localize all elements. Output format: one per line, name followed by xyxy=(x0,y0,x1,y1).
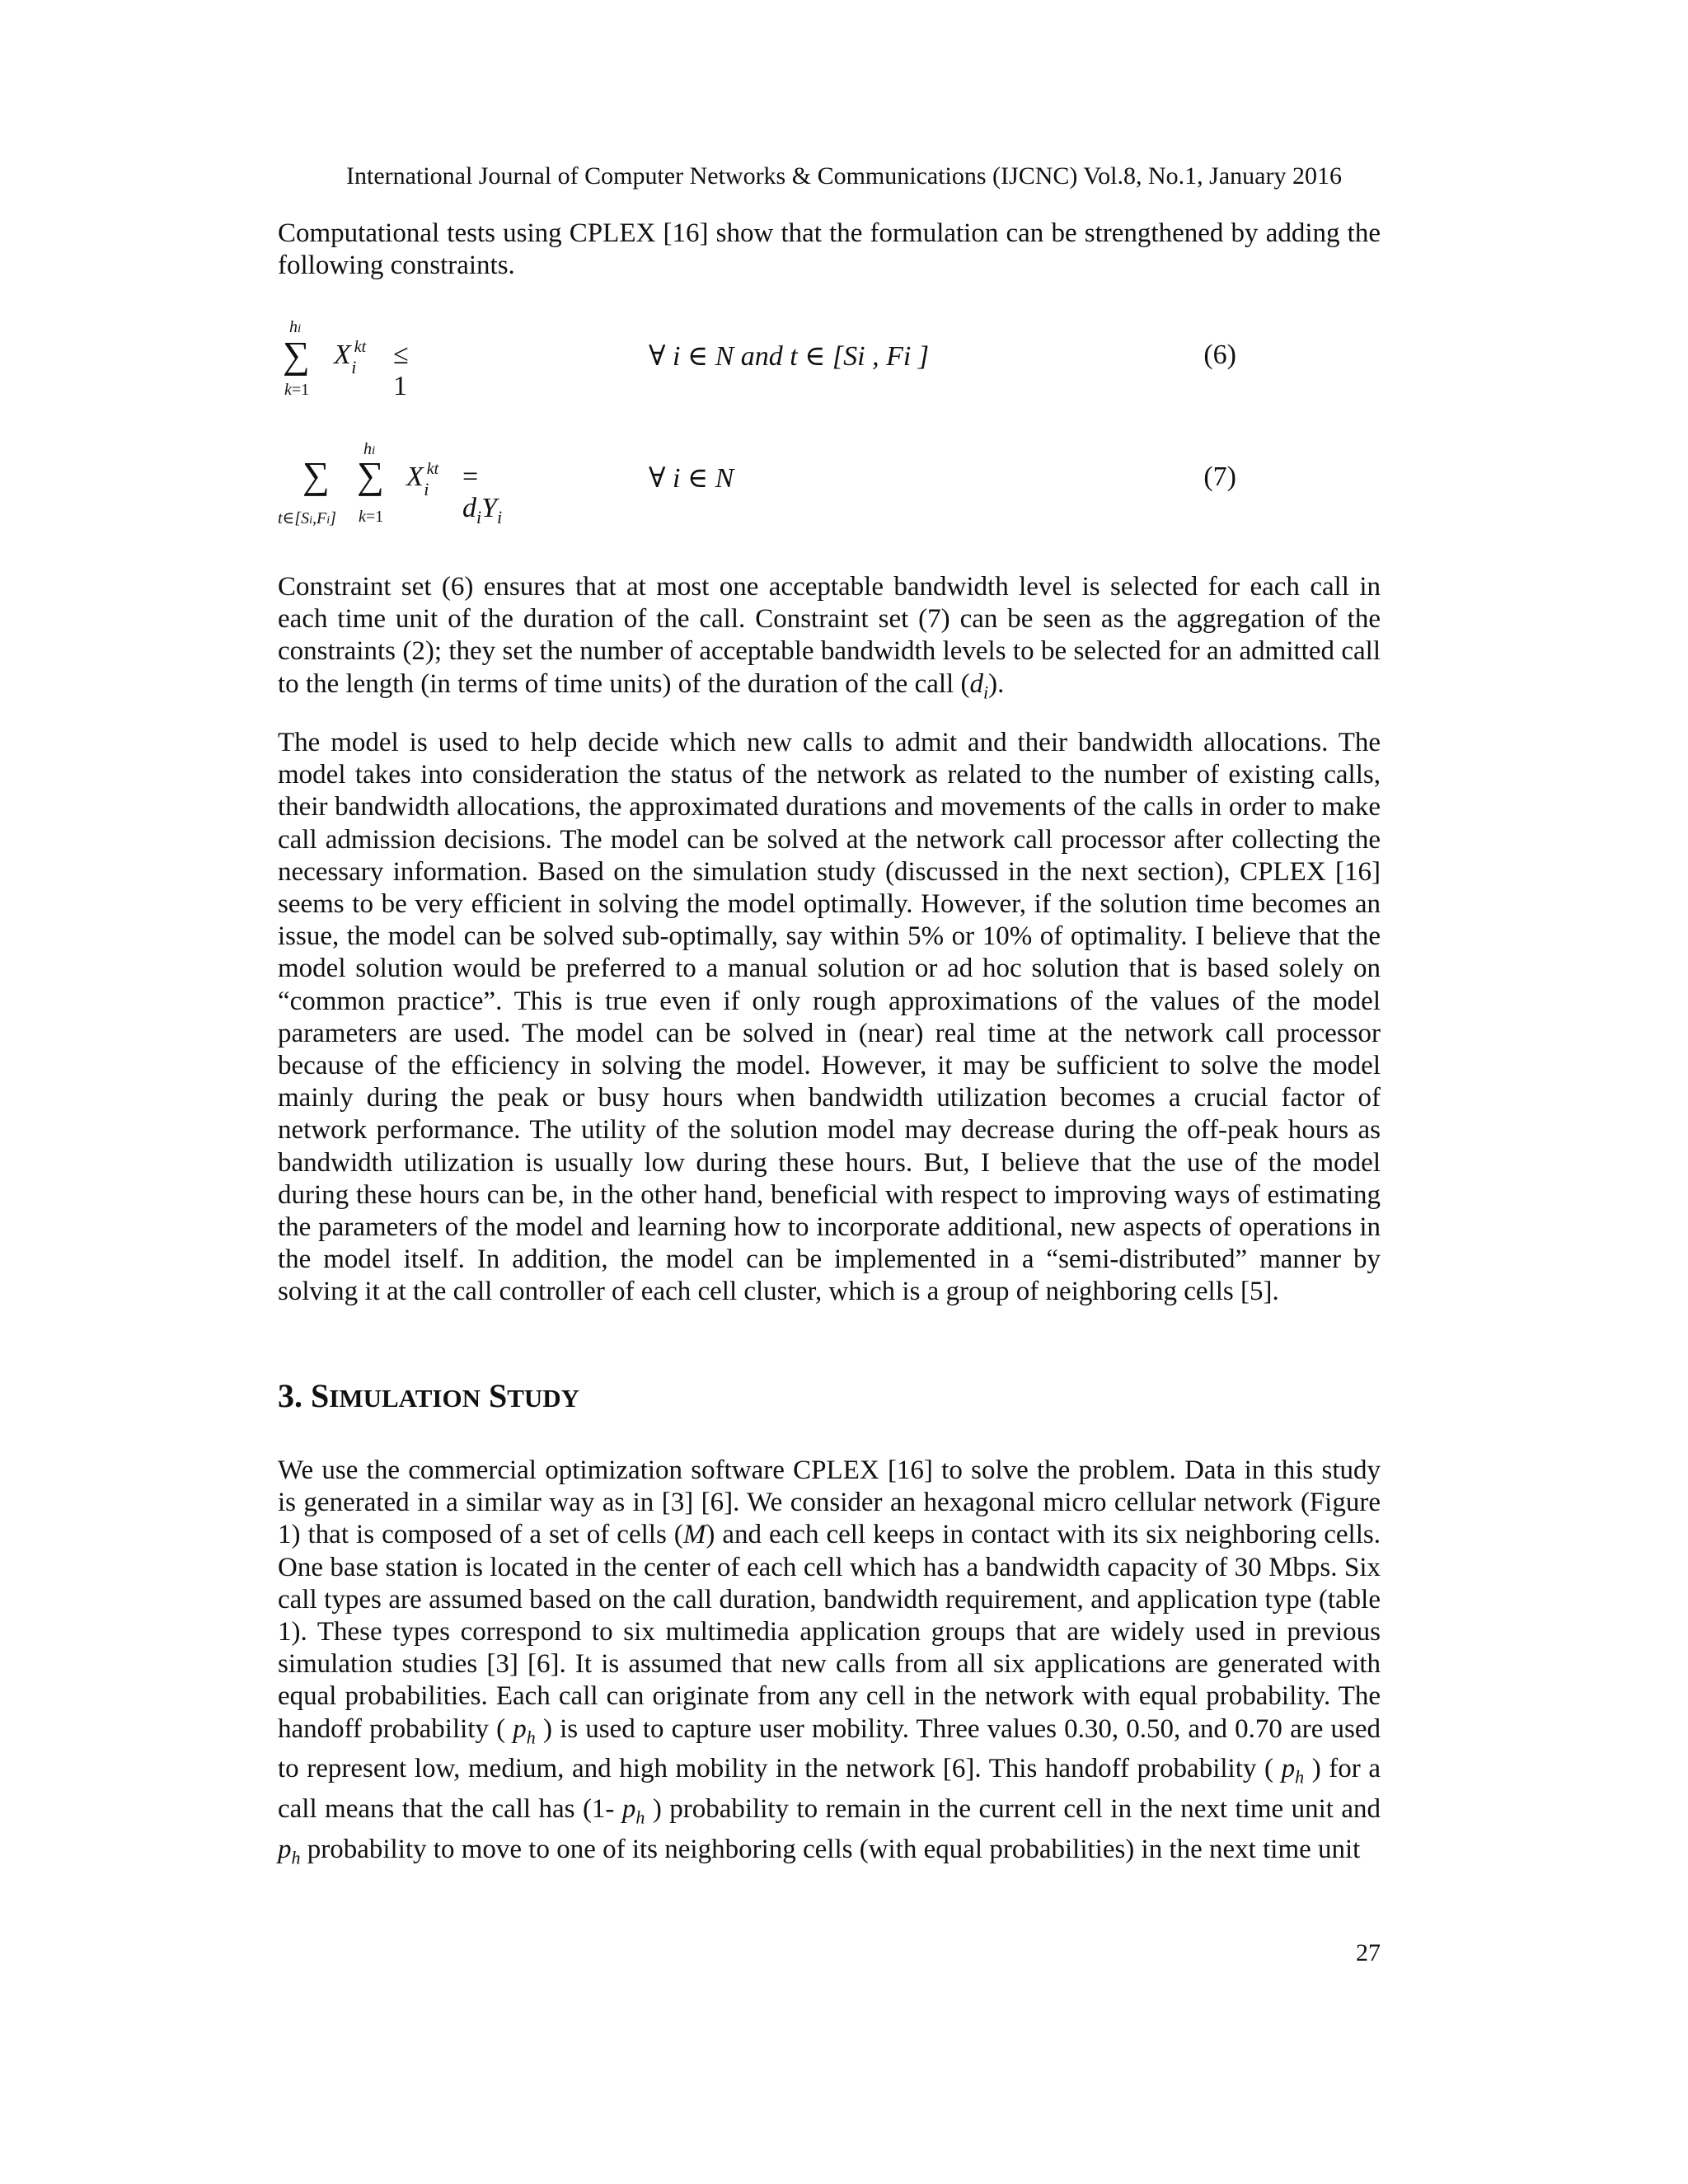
simulation-paragraph: We use the commercial optimization software CPLEX [16] to solve the problem. Data in this study is generated in a similar way as in [3] [6]. We consider an hexagonal micro cellular network (Figure 1) that is composed of a set of cells (M) and each cell keeps in contact with its six neighboring cells. One base station is located in the center of each cell which has a bandwidth capacity of 30 Mbps. Six call types are assumed based on the call duration, bandwidth requirement, and application type (table 1). These types correspond to six multimedia application groups that are widely used in previous simulation studies [3] [6]. It is assumed that new calls from all six applications are generated with equal probabilities. Each call can originate from any cell in the network with equal probability. The handoff probability ( $p_h$ ) is used to capture user mobility. Three values 0.30, 0.50, and 0.70 are used to represent low, medium, and high mobility in the network [6]. This handoff probability ( $p_h$ ) for a call means that the call has (1- $p_h$ ) probability to remain in the current cell in the next time unit and $p_h$ probability to move to one of its neighboring cells (with equal probabilities) in the next time unit xyxy=(278,1455,1381,1868)
equation-7: ∑ t∈[Si,Fi] hi ∑ k=1 X $^{kt}_i$ = $d_iY_i$ ∀ i ∈ N (7) xyxy=(278,440,1236,527)
constraints-paragraph: Constraint set (6) ensures that at most one acceptable bandwidth level is selected for each call in each time unit of the duration of the call. Constraint set (7) can be seen as the aggregation of the constraints (2); they set the number of acceptable bandwidth levels to be selected for an admitted call to the length (in terms of time units) of the duration of the call $(d_i)$. xyxy=(278,572,1381,703)
equation-7-condition: ∀ i ∈ N xyxy=(649,463,734,494)
page-number: 27 xyxy=(1356,1939,1381,1966)
equation-7-number: (7) xyxy=(1203,462,1236,492)
equation-6: hi ∑ k=1 X $^{kt}_i$ ≤ 1 ∀ i ∈ N and t ∈ [Si , Fi ] (6) xyxy=(283,318,1236,401)
running-header: International Journal of Computer Networks & Communications (IJCNC) Vol.8, No.1, January 2016 xyxy=(346,162,1342,190)
equation-6-number: (6) xyxy=(1203,340,1236,370)
section-heading: 3. SIMULATION STUDY xyxy=(278,1377,580,1414)
model-paragraph: The model is used to help decide which new calls to admit and their bandwidth allocations. The model takes into consideration the status of the network as related to the number of existing calls, their bandwidth allocations, the approximated durations and movements of the calls in order to make call admission decisions. The model can be solved at the network call processor after collecting the necessary information. Based on the simulation study (discussed in the next section), CPLEX [16] seems to be very efficient in solving the model optimally. However, if the solution time becomes an issue, the model can be solved sub-optimally, say within 5% or 10% of optimality. I believe that the model solution would be preferred to a manual solution or ad hoc solution that is based solely on “common practice”. This is true even if only rough approximations of the values of the model parameters are used. The model can be solved in (near) real time at the network call processor because of the efficiency in solving the model. However, it may be sufficient to solve the model mainly during the peak or busy hours when bandwidth utilization becomes a crucial factor of network performance. The utility of the solution model may decrease during the off-peak hours as bandwidth utilization is usually low during these hours. But, I believe that the use of the model during these hours can be, in the other hand, beneficial with respect to improving ways of estimating the parameters of the model and learning how to incorporate additional, new aspects of operations in the model itself. In addition, the model can be implemented in a “semi-distributed” manner by solving it at the call controller of each cell cluster, which is a group of neighboring cells [5]. xyxy=(278,728,1381,1307)
intro-paragraph: Computational tests using CPLEX [16] show that the formulation can be strengthened by adding the following constraints. xyxy=(278,218,1381,281)
equation-6-condition: ∀ i ∈ N and t ∈ [Si , Fi ] xyxy=(649,341,930,372)
